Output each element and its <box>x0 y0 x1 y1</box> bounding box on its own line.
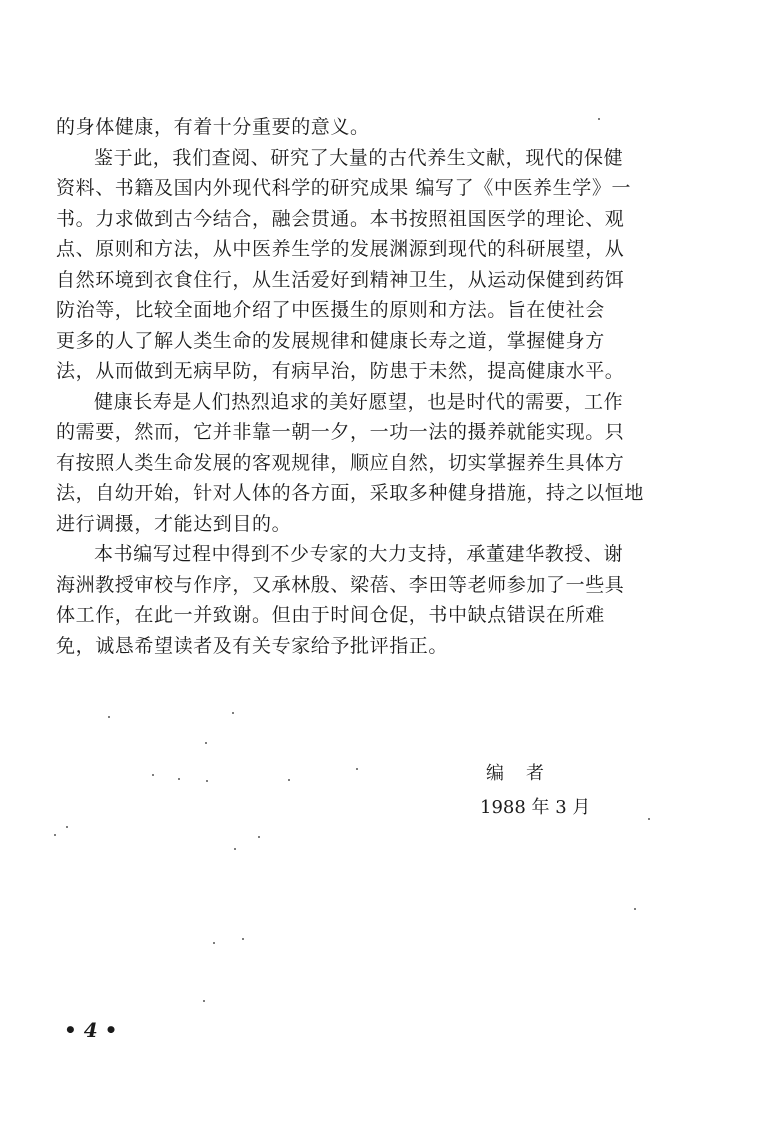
scan-speck <box>205 742 207 744</box>
scan-speck <box>66 826 68 828</box>
text-line: 鉴于此，我们查阅、研究了大量的古代养生文献，现代的保健 <box>94 146 624 169</box>
text-line: 健康长寿是人们热烈追求的美好愿望，也是时代的需要，工作 <box>94 390 624 413</box>
scan-speck <box>108 716 110 718</box>
scan-speck <box>213 942 215 944</box>
scan-speck <box>242 938 244 940</box>
scan-speck <box>203 1000 205 1002</box>
text-line: 书。力求做到古今结合，融会贯通。本书按照祖国医学的理论、观 <box>56 207 625 230</box>
text-line: 体工作，在此一并致谢。但由于时间仓促，书中缺点错误在所难 <box>56 604 605 626</box>
signature-date: 1988 年 3 月 <box>480 797 591 818</box>
text-line: 点、原则和方法，从中医养生学的发展渊源到现代的科研展望，从 <box>56 238 625 260</box>
text-line: 资料、书籍及国内外现代科学的研究成果 编写了《中医养生学》一 <box>56 177 632 199</box>
text-line: 本书编写过程中得到不少专家的大力支持，承董建华教授、谢 <box>94 543 624 565</box>
text-line: 进行调摄，才能达到目的。 <box>56 512 292 535</box>
paragraph-3 <box>56 387 645 540</box>
text-line: 的身体健康，有着十分重要的意义。 <box>56 116 370 138</box>
scan-speck <box>54 834 56 836</box>
scan-speck <box>288 779 290 781</box>
scan-speck <box>648 818 650 820</box>
signature-block <box>480 757 680 825</box>
scan-speck <box>258 836 260 838</box>
scan-speck <box>232 712 234 714</box>
signature-author: 编者 <box>486 763 566 784</box>
paragraph-4 <box>56 539 636 661</box>
text-line: 法，从而做到无病早防，有病早治，防患于未然，提高健康水平。 <box>56 360 625 382</box>
text-line: 自然环境到衣食住行，从生活爱好到精神卫生，从运动保健到药饵 <box>56 268 625 291</box>
paragraph-1 <box>56 112 636 143</box>
preface-body <box>56 112 645 661</box>
text-line: 海洲教授审校与作序，又承林殷、梁蓓、李田等老师参加了一些具 <box>56 573 625 596</box>
scan-speck <box>178 778 180 780</box>
text-line: 有按照人类生命发展的客观规律，顺应自然，切实掌握养生具体方 <box>56 451 625 474</box>
scan-speck <box>356 768 358 770</box>
scan-speck <box>206 780 208 782</box>
scan-speck <box>152 774 154 776</box>
text-line: 法，自幼开始，针对人体的各方面，采取多种健身措施，持之以恒地 <box>56 482 645 504</box>
paragraph-2 <box>56 143 636 387</box>
scan-speck <box>598 118 600 120</box>
scan-speck <box>634 908 636 910</box>
text-line: 更多的人了解人类生命的发展规律和健康长寿之道，掌握健身方 <box>56 329 605 352</box>
page-number: • 4 • <box>64 1018 118 1042</box>
text-line: 的需要，然而，它并非靠一朝一夕，一功一法的摄养就能实现。只 <box>56 421 625 443</box>
scan-speck <box>234 848 236 850</box>
text-line: 防治等，比较全面地介绍了中医摄生的原则和方法。旨在使社会 <box>56 299 605 321</box>
text-line: 免，诚恳希望读者及有关专家给予批评指正。 <box>56 634 449 657</box>
